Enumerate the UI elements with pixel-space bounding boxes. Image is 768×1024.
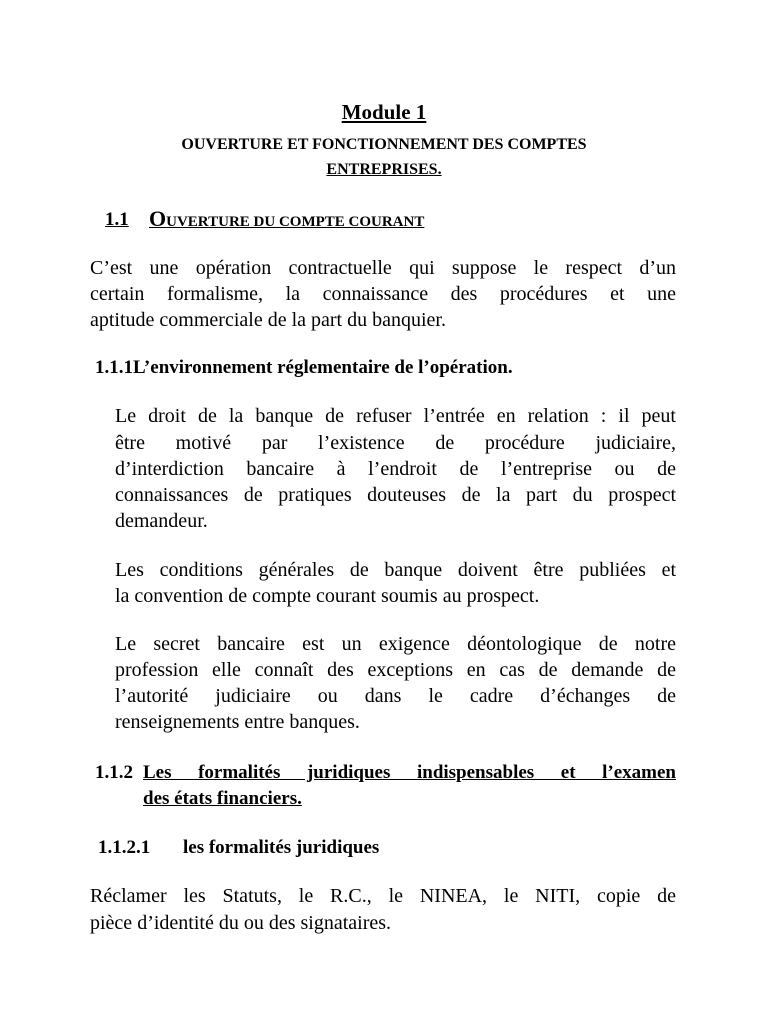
- section-1-1-number: 1.1: [105, 209, 129, 230]
- section-1-1-2-number: 1.1.2: [95, 762, 133, 783]
- section-1-1-2-title-line-1: Les formalités juridiques indispensables et l’examen: [143, 762, 676, 783]
- module-subtitle-line-1: OUVERTURE ET FONCTIONNEMENT DES COMPTES: [181, 136, 587, 153]
- final-paragraph-line-2: pièce d’identité du ou des signataires.: [90, 912, 392, 934]
- para-a-line-2: être motivé par l’existence de procédure judiciaire,: [115, 432, 676, 454]
- section-1-1-2-1-number: 1.1.2.1: [98, 837, 151, 858]
- para-c-line-3: l’autorité judiciaire ou dans le cadre d’échanges de: [115, 685, 676, 707]
- para-c-line-2: profession elle connaît des exceptions en cas de demande de: [115, 659, 676, 681]
- para-c-line-4: renseignements entre banques.: [115, 711, 360, 733]
- section-1-1-2-1-title: les formalités juridiques: [183, 837, 380, 858]
- section-1-1-2-title-line-2: des états financiers.: [143, 788, 302, 809]
- intro-paragraph-line-3: aptitude commerciale de la part du banquier.: [90, 309, 446, 331]
- section-1-1-initial: O: [149, 206, 167, 231]
- para-b-line-2: la convention de compte courant soumis au prospect.: [115, 585, 540, 607]
- section-1-1-1-heading: 1.1.1L’environnement réglementaire de l’opération.: [95, 357, 513, 378]
- intro-paragraph-line-2: certain formalisme, la connaissance des procédures et une: [90, 283, 676, 305]
- section-1-1-rest: UVERTURE DU COMPTE COURANT: [166, 214, 425, 230]
- para-a-line-4: connaissances de pratiques douteuses de la part du prospect: [115, 484, 676, 506]
- module-title: Module 1: [341, 100, 427, 124]
- para-b-line-1: Les conditions générales de banque doivent être publiées et: [115, 559, 676, 581]
- final-paragraph-line-1: Réclamer les Statuts, le R.C., le NINEA, le NITI, copie de: [90, 885, 676, 907]
- intro-paragraph-line-1: C’est une opération contractuelle qui suppose le respect d’un: [90, 257, 676, 279]
- para-a-line-5: demandeur.: [115, 510, 208, 532]
- para-a-line-3: d’interdiction bancaire à l’endroit de l’entreprise ou de: [115, 458, 676, 480]
- section-1-1-title: [149, 208, 424, 230]
- para-a-line-1: Le droit de la banque de refuser l’entrée en relation : il peut: [115, 405, 676, 427]
- module-subtitle-line-2: ENTREPRISES.: [326, 161, 442, 178]
- para-c-line-1: Le secret bancaire est un exigence déontologique de notre: [115, 633, 676, 655]
